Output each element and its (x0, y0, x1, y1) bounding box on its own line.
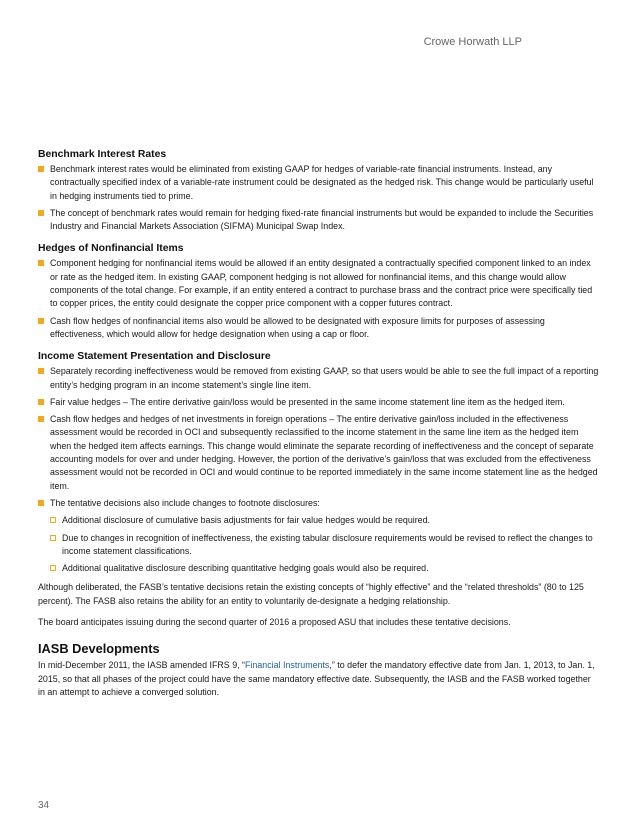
benchmark-bullet-list (38, 163, 600, 233)
sub-bullet-item: Due to changes in recognition of ineffectiveness, the existing tabular disclosure requirements would be revised to reflect the changes to income statement classifications. (50, 532, 600, 559)
closing-paragraph: The board anticipates issuing during the second quarter of 2016 a proposed ASU that includes these tentative decisions. (38, 617, 511, 628)
bullet-item: Separately recording ineffectiveness would be removed from existing GAAP, so that users would be able to see the full impact of a reporting entity’s hedging program in an income statement’s single line item. (38, 365, 600, 392)
bullet-item: Component hedging for nonfinancial items would be allowed if an entity designated a contractually specified component linked to an index or rate as the hedged item. In existing GAAP, component hedging is not allowed for nonfinancial items, and this change would allow components of the total change. For example, if an entity entered a contract to purchase brass and the contract price were specifically tied to copper prices, the entity could designate the copper price component with a copper futures contract. (38, 257, 600, 310)
sub-bullet-item: Additional qualitative disclosure describing quantitative hedging goals would also be required. (50, 562, 600, 575)
section-heading-iasb: IASB Developments (38, 641, 160, 657)
section-heading-nonfinancial: Hedges of Nonfinancial Items (38, 243, 184, 255)
bullet-item: The concept of benchmark rates would remain for hedging fixed-rate financial instruments but would be expanded to include the Securities Industry and Financial Markets Association (SIFMA) Municipal Swap Index. (38, 207, 600, 234)
closing-paragraph: Although deliberated, the FASB’s tentative decisions retain the existing concepts of “highly effective” and the “related thresholds” (80 to 125 percent). The FASB also retains the ability for an entity to voluntarily de-designate a hedging relationship. (38, 582, 584, 606)
bullet-square-icon (38, 416, 44, 422)
nonfinancial-bullet-list (38, 257, 600, 341)
hollow-square-icon (50, 535, 56, 541)
brand-name: Crowe Horwath LLP (423, 36, 522, 48)
hollow-square-icon (50, 517, 56, 523)
sub-bullet-item: Additional disclosure of cumulative basis adjustments for fair value hedges would be required. (50, 514, 600, 527)
bullet-square-icon (38, 368, 44, 374)
section-heading-benchmark: Benchmark Interest Rates (38, 149, 167, 160)
bullet-square-icon (38, 399, 44, 405)
bullet-square-icon (38, 318, 44, 324)
income-bullet-list (38, 365, 600, 575)
bullet-item: Benchmark interest rates would be eliminated from existing GAAP for hedges of variable-rate financial instruments. Instead, any contractually specified index of a variable-rate instrument could be designated as the hedged risk. This change would be particularly useful in hedging instruments tied to prime. (38, 163, 600, 203)
hollow-square-icon (50, 565, 56, 571)
bullet-square-icon (38, 260, 44, 266)
bullet-square-icon (38, 500, 44, 506)
section-heading-income-statement: Income Statement Presentation and Disclosure (38, 351, 271, 363)
bullet-square-icon (38, 166, 44, 172)
bullet-item: The tentative decisions also include changes to footnote disclosures: Additional disclosure of cumulative basis adjustments for fair value hedges would be required. Due to changes in recognition of ineffectiveness, the existing tabular disclosure requirements would be revised to reflect the changes to income statement classifications. Additional qualitative disclosure describing quantitative hedging goals would also be required. (38, 497, 600, 575)
iasb-paragraph: In mid-December 2011, the IASB amended IFRS 9, “Financial Instruments,” to defer the mandatory effective date from Jan. 1, 2013, to Jan. 1, 2015, so that all phases of the project could have the same mandatory effective date. Subsequently, the IASB and the FASB worked together in an attempt to achieve a converged solution. (38, 660, 595, 697)
bullet-item: Cash flow hedges of nonfinancial items also would be allowed to be designated with exposure limits for purposes of assessing effectiveness, which would allow for hedge designation when using a cap or floor. (38, 315, 600, 342)
bullet-square-icon (38, 210, 44, 216)
bullet-item: Cash flow hedges and hedges of net investments in foreign operations – The entire derivative gain/loss included in the effectiveness assessment would be recorded in OCI and subsequently reclassified to the income statement in the same line item as the hedged item when the hedged item affects earnings. This change would eliminate the separate recording of ineffectiveness and the concept of separate accounting models for over and under hedging. However, the portion of the derivative’s gain/loss that was excluded from the effectiveness assessment would not be recorded in OCI and would continue to be reported immediately in the same income statement line as the hedged item. (38, 413, 600, 493)
bullet-item: Fair value hedges – The entire derivative gain/loss would be presented in the same income statement line item as the hedged item. (38, 396, 600, 409)
document-body (38, 148, 600, 699)
financial-instruments-link[interactable]: Financial Instruments (245, 660, 330, 671)
page-number: 34 (38, 800, 50, 811)
footnote-disclosure-sub-list (50, 514, 600, 575)
